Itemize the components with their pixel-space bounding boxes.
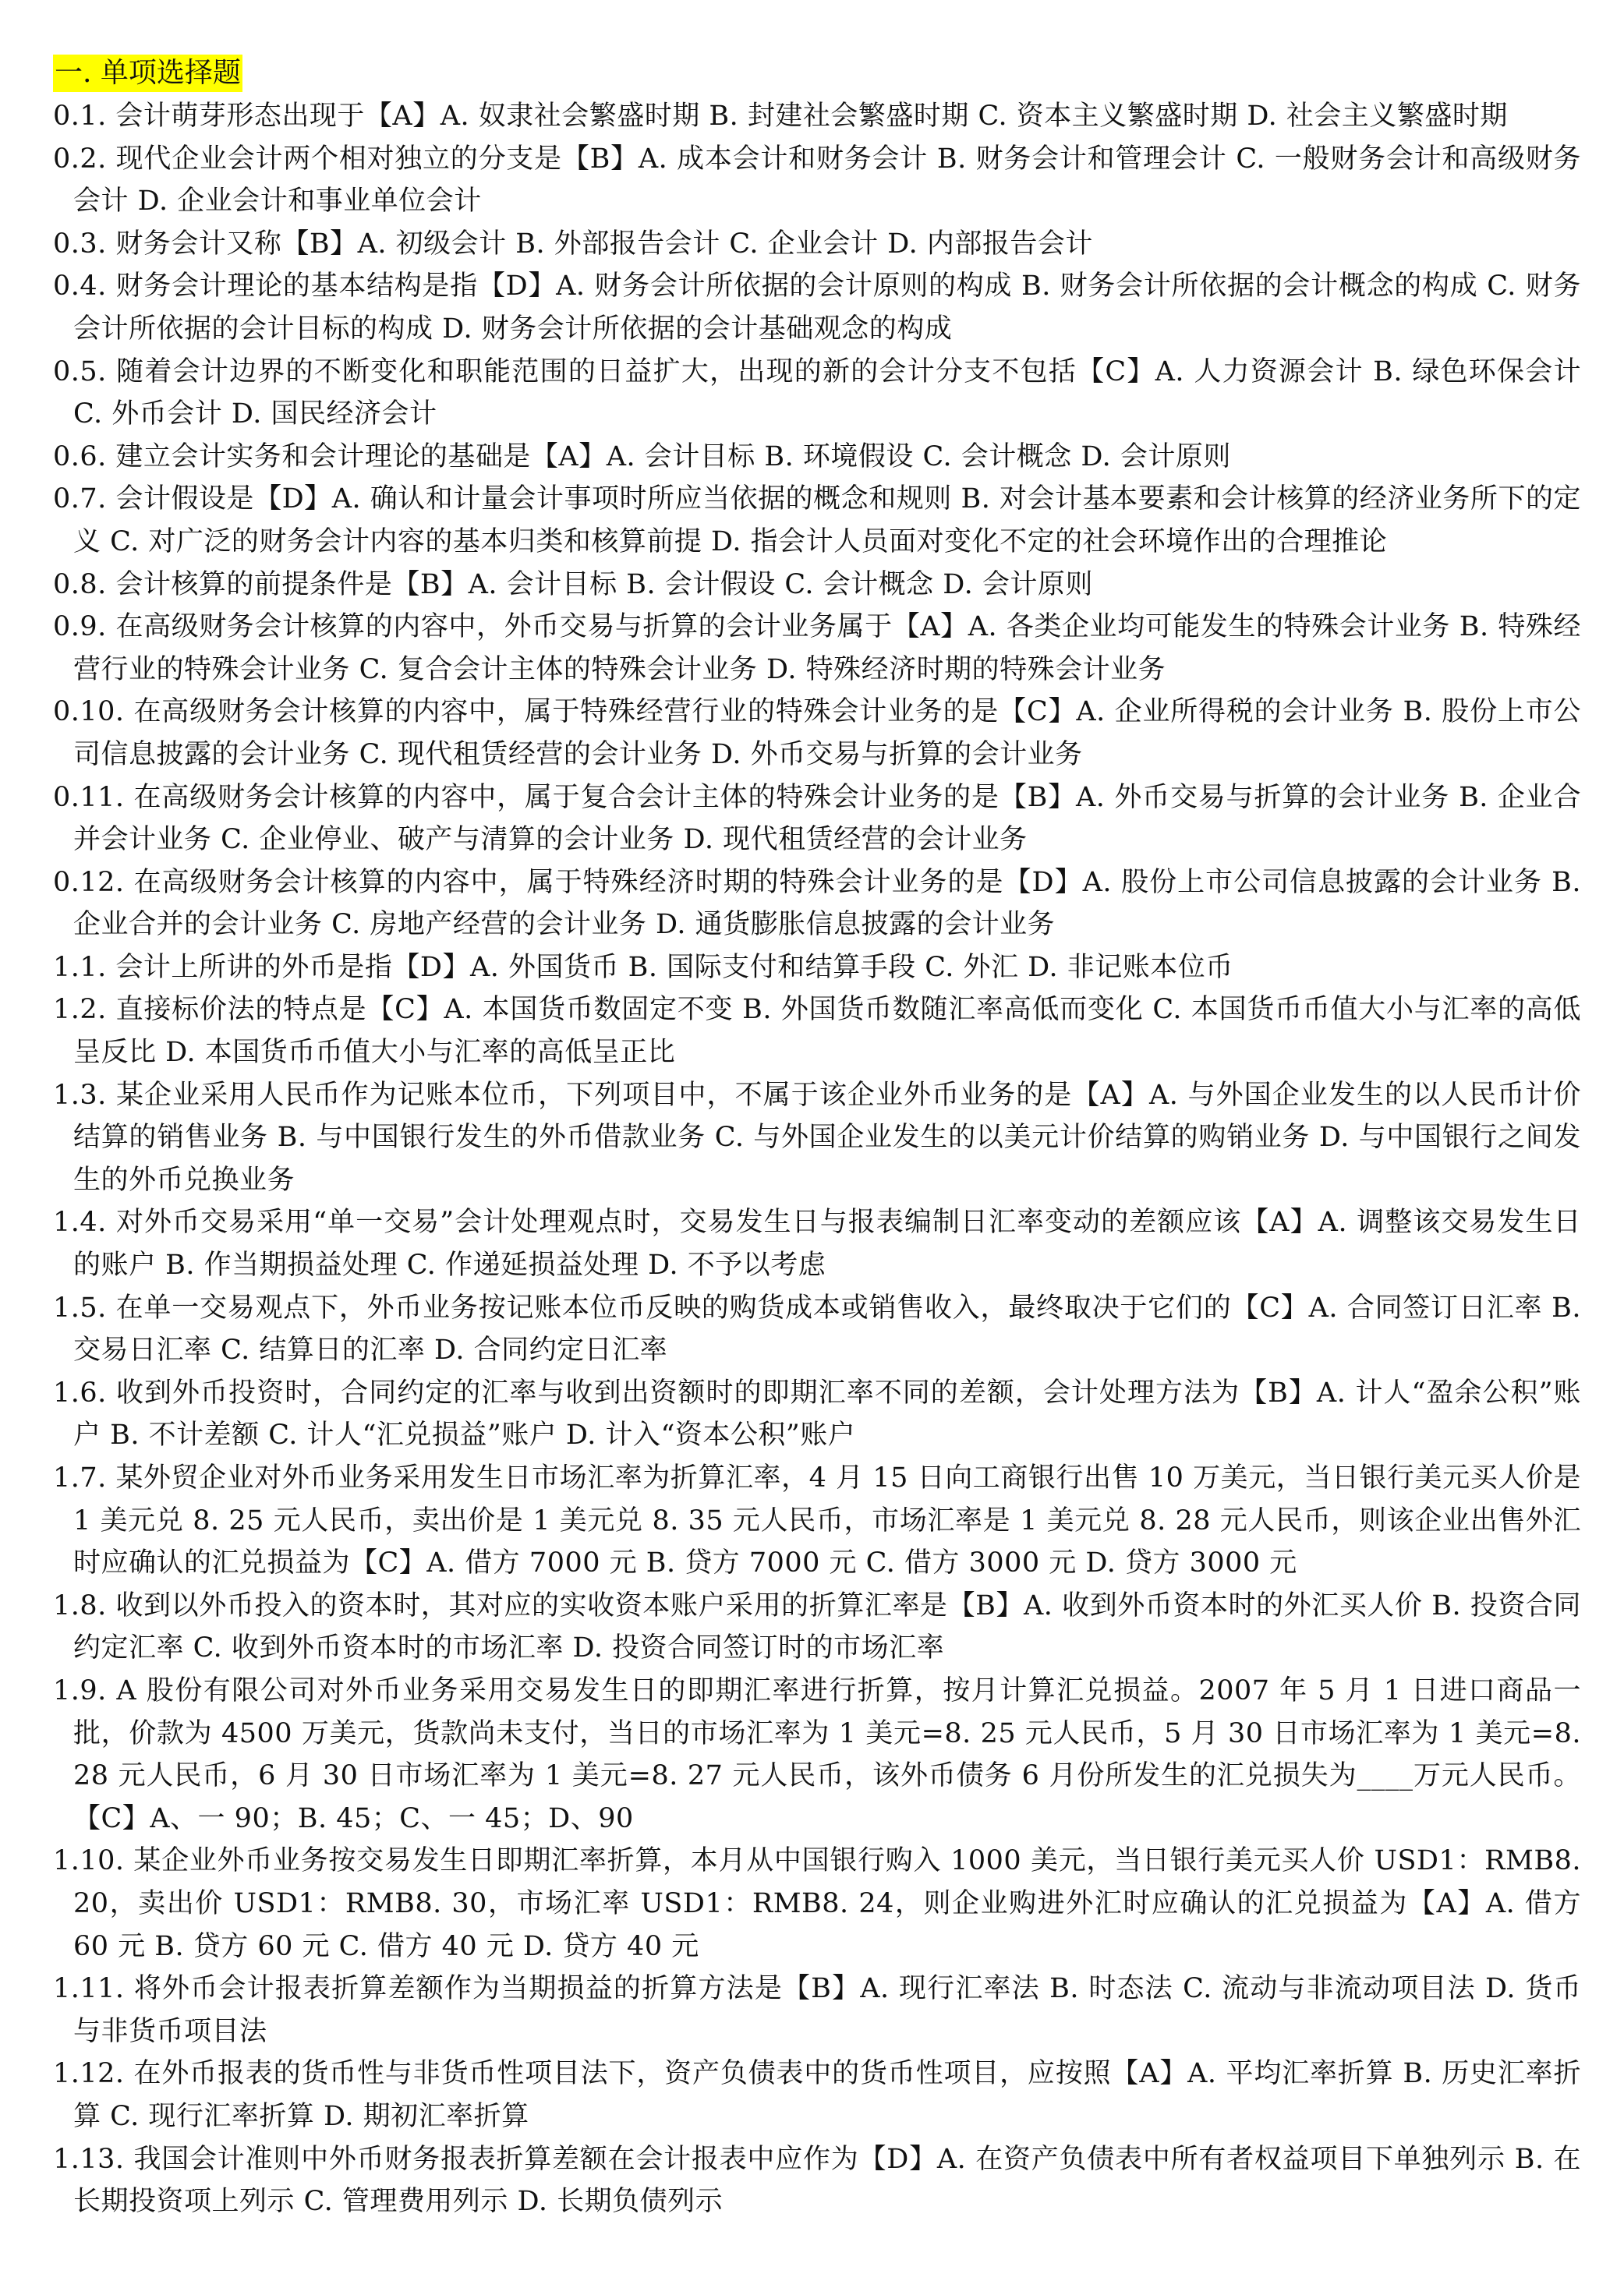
question-item: 0.10. 在高级财务会计核算的内容中，属于特殊经营行业的特殊会计业务的是【C】A. 企业所得税的会计业务 B. 股份上市公司信息披露的会计业务 C. 现代租赁经营的会计业务 D. 外币交易与折算的会计业务 xyxy=(53,696,1581,770)
question-item: 0.8. 会计核算的前提条件是【B】A. 会计目标 B. 会计假设 C. 会计概念 D. 会计原则 xyxy=(53,568,1093,600)
question-item: 0.3. 财务会计又称【B】A. 初级会计 B. 外部报告会计 C. 企业会计 D. 内部报告会计 xyxy=(53,228,1093,260)
question-item: 0.7. 会计假设是【D】A. 确认和计量会计事项时所应当依据的概念和规则 B. 对会计基本要素和会计核算的经济业务所下的定义 C. 对广泛的财务会计内容的基本归类和核算前提 D. 指会计人员面对变化不定的社会环境作出的合理推论 xyxy=(53,483,1581,557)
question-item: 0.1. 会计萌芽形态出现于【A】A. 奴隶社会繁盛时期 B. 封建社会繁盛时期 C. 资本主义繁盛时期 D. 社会主义繁盛时期 xyxy=(53,101,1508,132)
question-item: 1.9. A 股份有限公司对外币业务采用交易发生日的即期汇率进行折算，按月计算汇兑损益。2007 年 5 月 1 日进口商品一批，价款为 4500 万美元，货款尚未支付，当日的市场汇率为 1 美元=8. 25 元人民币，5 月 30 日市场汇率为 1 美元=8. 28 元人民币，6 月 30 日市场汇率为 1 美元=8. 27 元人民币，该外币债务 6 月份所发生的汇兑损失为____万元人民币。【C】A、一 90；B. 45；C、一 45；D、90 xyxy=(53,1674,1581,1834)
question-item: 0.12. 在高级财务会计核算的内容中，属于特殊经济时期的特殊会计业务的是【D】A. 股份上市公司信息披露的会计业务 B. 企业合并的会计业务 C. 房地产经营的会计业务 D. 通货膨胀信息披露的会计业务 xyxy=(53,866,1581,941)
question-item: 1.11. 将外币会计报表折算差额作为当期损益的折算方法是【B】A. 现行汇率法 B. 时态法 C. 流动与非流动项目法 D. 货币与非货币项目法 xyxy=(53,1973,1581,2047)
section-title: 一. 单项选择题 xyxy=(53,55,242,92)
question-item: 1.12. 在外币报表的货币性与非货币性项目法下，资产负债表中的货币性项目，应按照【A】A. 平均汇率折算 B. 历史汇率折算 C. 现行汇率折算 D. 期初汇率折算 xyxy=(53,2058,1581,2132)
question-item: 1.10. 某企业外币业务按交易发生日即期汇率折算，本月从中国银行购入 1000 美元，当日银行美元买人价 USD1：RMB8. 20，卖出价 USD1：RMB8. 30，市场汇率 USD1：RMB8. 24，则企业购进外汇时应确认的汇兑损益为【A】A. 借方 60 元 B. 贷方 60 元 C. 借方 40 元 D. 贷方 40 元 xyxy=(53,1845,1581,1962)
question-item: 1.3. 某企业采用人民币作为记账本位币，下列项目中，不属于该企业外币业务的是【A】A. 与外国企业发生的以人民币计价结算的销售业务 B. 与中国银行发生的外币借款业务 C. 与外国企业发生的以美元计价结算的购销业务 D. 与中国银行之间发生的外币兑换业务 xyxy=(53,1079,1581,1196)
question-item: 1.5. 在单一交易观点下，外币业务按记账本位币反映的购货成本或销售收入，最终取决于它们的【C】A. 合同签订日汇率 B. 交易日汇率 C. 结算日的汇率 D. 合同约定日汇率 xyxy=(53,1292,1581,1367)
question-item: 1.4. 对外币交易采用“单一交易”会计处理观点时，交易发生日与报表编制日汇率变动的差额应该【A】A. 调整该交易发生日的账户 B. 作当期损益处理 C. 作递延损益处理 D. 不予以考虑 xyxy=(53,1207,1581,1282)
question-item: 0.2. 现代企业会计两个相对独立的分支是【B】A. 成本会计和财务会计 B. 财务会计和管理会计 C. 一般财务会计和高级财务会计 D. 企业会计和事业单位会计 xyxy=(53,143,1581,217)
question-item: 1.6. 收到外币投资时，合同约定的汇率与收到出资额时的即期汇率不同的差额，会计处理方法为【B】A. 计人“盈余公积”账户 B. 不计差额 C. 计人“汇兑损益”账户 D. 计入“资本公积”账户 xyxy=(53,1377,1581,1452)
question-item: 0.5. 随着会计边界的不断变化和职能范围的日益扩大，出现的新的会计分支不包括【C】A. 人力资源会计 B. 绿色环保会计 C. 外币会计 D. 国民经济会计 xyxy=(53,355,1581,430)
question-item: 0.4. 财务会计理论的基本结构是指【D】A. 财务会计所依据的会计原则的构成 B. 财务会计所依据的会计概念的构成 C. 财务会计所依据的会计目标的构成 D. 财务会计所依据的会计基础观念的构成 xyxy=(53,271,1581,345)
question-item: 0.6. 建立会计实务和会计理论的基础是【A】A. 会计目标 B. 环境假设 C. 会计概念 D. 会计原则 xyxy=(53,440,1231,472)
question-item: 1.8. 收到以外币投入的资本时，其对应的实收资本账户采用的折算汇率是【B】A. 收到外币资本时的外汇买人价 B. 投资合同约定汇率 C. 收到外币资本时的市场汇率 D. 投资合同签订时的市场汇率 xyxy=(53,1590,1581,1664)
question-item: 1.1. 会计上所讲的外币是指【D】A. 外国货币 B. 国际支付和结算手段 C. 外汇 D. 非记账本位币 xyxy=(53,951,1233,983)
document-page xyxy=(53,55,1581,2223)
question-item: 1.7. 某外贸企业对外币业务采用发生日市场汇率为折算汇率，4 月 15 日向工商银行出售 10 万美元，当日银行美元买人价是 1 美元兑 8. 25 元人民币，卖出价是 1 美元兑 8. 35 元人民币，市场汇率是 1 美元兑 8. 28 元人民币，则该企业出售外汇时应确认的汇兑损益为【C】A. 借方 7000 元 B. 贷方 7000 元 C. 借方 3000 元 D. 贷方 3000 元 xyxy=(53,1462,1581,1579)
question-item: 1.2. 直接标价法的特点是【C】A. 本国货币数固定不变 B. 外国货币数随汇率高低而变化 C. 本国货币币值大小与汇率的高低呈反比 D. 本国货币币值大小与汇率的高低呈正比 xyxy=(53,994,1581,1069)
question-item: 1.13. 我国会计准则中外币财务报表折算差额在会计报表中应作为【D】A. 在资产负债表中所有者权益项目下单独列示 B. 在长期投资项上列示 C. 管理费用列示 D. 长期负债列示 xyxy=(53,2143,1581,2218)
question-item: 0.9. 在高级财务会计核算的内容中，外币交易与折算的会计业务属于【A】A. 各类企业均可能发生的特殊会计业务 B. 特殊经营行业的特殊会计业务 C. 复合会计主体的特殊会计业务 D. 特殊经济时期的特殊会计业务 xyxy=(53,611,1581,685)
question-list xyxy=(53,95,1581,2223)
question-item: 0.11. 在高级财务会计核算的内容中，属于复合会计主体的特殊会计业务的是【B】A. 外币交易与折算的会计业务 B. 企业合并会计业务 C. 企业停业、破产与清算的会计业务 D. 现代租赁经营的会计业务 xyxy=(53,781,1581,856)
